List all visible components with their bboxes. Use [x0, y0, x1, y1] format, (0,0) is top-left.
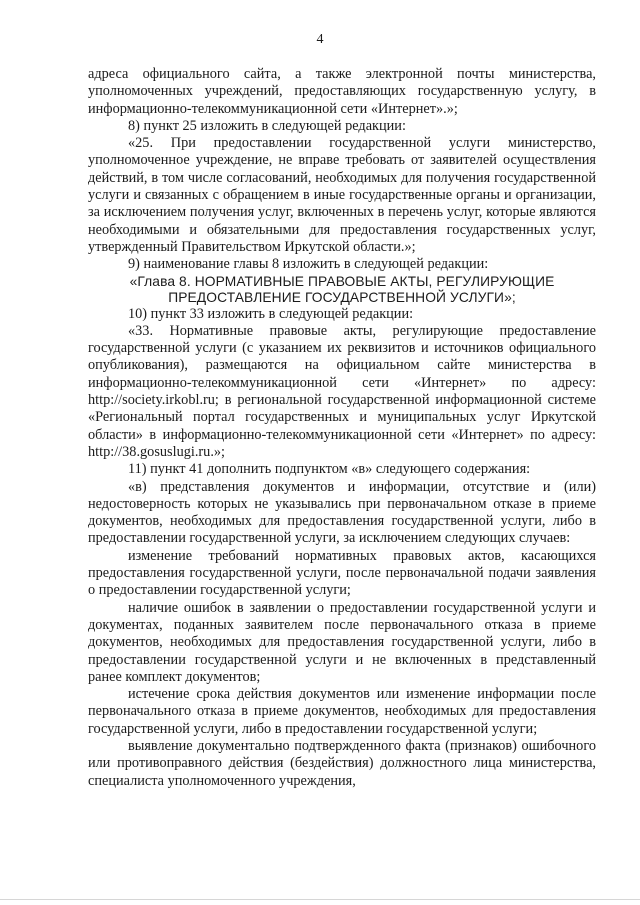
page-bottom-edge	[0, 899, 640, 900]
paragraph-1: адреса официального сайта, а также электронной почты министерства, уполномоченных учреждений, предоставляющих государственную услугу, в информационно-телекоммуникационной сети «Интернет».»;	[88, 66, 596, 117]
paragraph-10: изменение требований нормативных правовых актов, касающихся предоставления государственной услуги, после первоначальной подачи заявления о предоставлении государственной услуги;	[88, 547, 596, 599]
paragraph-12: истечение срока действия документов или изменение информации после первоначального отказа в приеме документов, необходимых для предоставления государственной услуги, либо в предоставлении государственной услуги;	[88, 686, 596, 737]
chapter-heading: «Глава 8. НОРМАТИВНЫЕ ПРАВОВЫЕ АКТЫ, РЕГУЛИРУЮЩИЕ ПРЕДОСТАВЛЕНИЕ ГОСУДАРСТВЕННОЙ УСЛУГИ»;	[129, 273, 555, 305]
paragraph-3: «25. При предоставлении государственной услуги министерство, уполномоченное учреждение, не вправе требовать от заявителей осуществления действий, в том числе согласований, необходимых для получения государственной услуги и связанных с обращением в иные государственные органы и организации, за исключением получения услуг, включенных в перечень услуг, которые являются необходимыми и обязательными для предоставления государственных услуг, утвержденный Правительством Иркутской области.»;	[88, 135, 596, 255]
paragraph-13: выявление документально подтвержденного факта (признаков) ошибочного или противоправного действия (бездействия) должностного лица министерства, специалиста уполномоченного учреждения,	[88, 737, 596, 789]
paragraph-9: «в) представления документов и информации, отсутствие и (или) недостоверность которых не указывались при первоначальном отказе в приеме документов, необходимых для предоставления государственной услуги, либо в предоставлении государственной услуги, за исключением следующих случаев:	[88, 478, 596, 547]
paragraph-8: 11) пункт 41 дополнить подпунктом «в» следующего содержания:	[128, 461, 531, 478]
page-number: 4	[316, 32, 324, 47]
paragraph-6: 10) пункт 33 изложить в следующей редакции:	[128, 305, 414, 322]
paragraph-4: 9) наименование главы 8 изложить в следующей редакции:	[128, 256, 489, 273]
document-body	[88, 66, 596, 790]
paragraph-11: наличие ошибок в заявлении о предоставлении государственной услуги и документах, поданных заявителем после первоначального отказа в приеме документов, необходимых для предоставления государственной услуги, либо в предоставлении государственной услуги и не включенных в представленный ранее комплект документов;	[88, 599, 596, 685]
paragraph-7: «33. Нормативные правовые акты, регулирующие предоставление государственной услуги (с указанием их реквизитов и источников официального опубликования), размещаются на официальном сайте министерства в информационно-телекоммуникационной сети «Интернет» по адресу: http://society.irkobl.ru; в региональной государственной информационной системе «Региональный портал государственных и муниципальных услуг Иркутской области» в информационно-телекоммуникационной сети «Интернет» по адресу: http://38.gosuslugi.ru.»;	[88, 322, 596, 460]
paragraph-2: 8) пункт 25 изложить в следующей редакции:	[128, 117, 406, 134]
